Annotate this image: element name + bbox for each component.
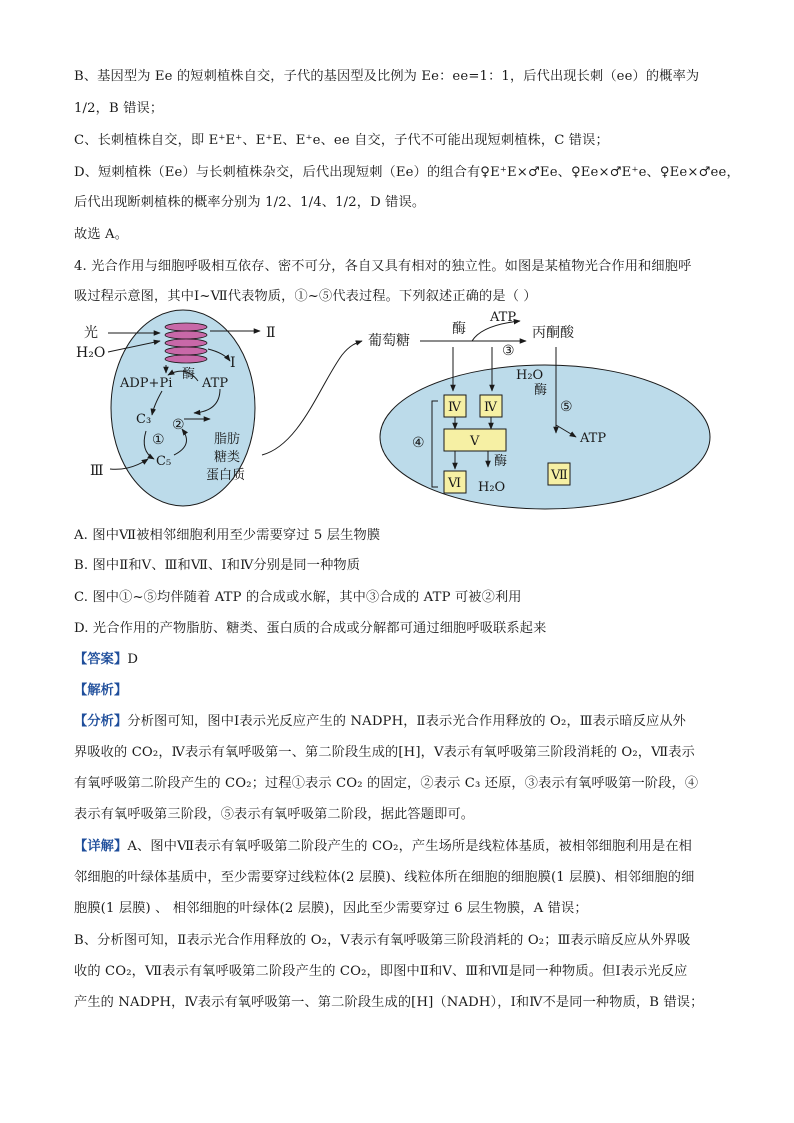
analysis-heading [74,682,127,700]
water-label-3: H₂O [478,480,506,495]
light-label: 光 [84,325,98,341]
option-c: C. 图中①~⑤均伴随着 ATP 的合成或水解，其中③合成的 ATP 可被②利用 [74,590,522,605]
xiangjie-line-1 [74,838,692,856]
protein-label: 蛋白质 [206,468,246,483]
substance-IV-a-label: Ⅳ [448,400,461,415]
enzyme-label-2: 酶 [452,321,466,337]
answer-tag: 【答案】 [74,652,128,667]
fat-label: 脂肪 [214,432,241,447]
line-4: D、短刺植株（Ee）与长刺植株杂交，后代出现短刺（Ee）的组合有♀E⁺E×♂Ee、♀Ee×♂E⁺e、♀Ee×♂ee， [74,165,740,180]
thylakoid-stack [165,323,207,363]
answer-value: D [127,652,139,667]
option-d: D. 光合作用的产物脂肪、糖类、蛋白质的合成或分解都可通过细胞呼吸联系起来 [74,621,547,636]
substance-I-label: Ⅰ [230,355,236,371]
line-3: C、长刺植株自交，即 E⁺E⁺、E⁺E、E⁺e、ee 自交，子代不可能出现短刺植株，C 错误； [74,133,609,148]
atp-label-1: ATP [202,376,229,391]
sugar-label: 糖类 [214,450,241,465]
pyruvate-label: 丙酮酸 [532,325,574,341]
process-1-label: ① [152,432,165,448]
question-4-line-1: 4. 光合作用与细胞呼吸相互依存、密不可分，各自又具有相对的独立性。如图是某植物光合作用和细胞呼 [74,259,692,274]
xiangjie-line-5: 收的 CO₂，Ⅶ表示有氧呼吸第二阶段产生的 CO₂，即图中Ⅱ和Ⅴ、Ⅲ和Ⅶ是同一种物质。但Ⅰ表示光反应 [74,964,688,979]
fenxi-text-1: 分析图可知，图中Ⅰ表示光反应产生的 NADPH，Ⅱ表示光合作用释放的 O₂，Ⅲ表示暗反应从外 [127,714,687,729]
fenxi-line-4: 表示有氧呼吸第三阶段，⑤表示有氧呼吸第二阶段，据此答题即可。 [74,807,475,822]
enzyme-label-1: 酶 [182,367,196,382]
xiangjie-line-6: 产生的 NADPH，Ⅳ表示有氧呼吸第一、第二阶段生成的[H]（NADH），Ⅰ和Ⅳ不是同一种物质，B 错误； [74,995,704,1010]
fenxi-line-3: 有氧呼吸第二阶段产生的 CO₂；过程①表示 CO₂ 的固定，②表示 C₃ 还原，③表示有氧呼吸第一阶段，④ [74,776,699,791]
process-3-label: ③ [502,343,515,359]
answer-line [74,651,138,669]
substance-VI-label: Ⅵ [448,476,462,491]
substance-IV-b-label: Ⅳ [484,400,497,415]
xiangjie-line-2: 邻细胞的叶绿体基质中，至少需要穿过线粒体(2 层膜)、线粒体所在细胞的细胞膜(1 层膜)、相邻细胞的细 [74,870,695,885]
process-5-label: ⑤ [560,399,573,415]
enzyme-label-3: 酶 [534,383,548,398]
question-4-line-2: 吸过程示意图，其中Ⅰ~Ⅶ代表物质，①~⑤代表过程。下列叙述正确的是（ ） [74,289,537,304]
process-4-label: ④ [412,435,425,451]
adp-pi-label: ADP+Pi [120,376,173,391]
atp-label-2: ATP [490,310,517,325]
line-6: 故选 A。 [74,227,129,242]
fenxi-line-2: 界吸收的 CO₂，Ⅳ表示有氧呼吸第一、第二阶段生成的[H]，Ⅴ表示有氧呼吸第三阶段消耗的 O₂，Ⅶ表示 [74,745,695,760]
photosynthesis-respiration-diagram [70,305,750,515]
water-label-2: H₂O [516,368,544,383]
substance-V-label: Ⅴ [470,434,480,449]
analysis-tag: 【解析】 [74,683,128,698]
substance-VII-label: Ⅶ [551,468,568,483]
xiangjie-tag: 【详解】 [74,839,128,854]
line-5: 后代出现断刺植株的概率分别为 1/2、1/4、1/2，D 错误。 [74,195,426,210]
line-2: 1/2，B 错误； [74,101,164,116]
fenxi-line-1 [74,713,686,731]
line-1: B、基因型为 Ee 的短刺植株自交，子代的基因型及比例为 Ee：ee=1：1，后代出现长刺（ee）的概率为 [74,69,700,84]
c5-label: C₅ [156,454,172,469]
atp-label-3: ATP [580,431,607,446]
xiangjie-text-1: A、图中Ⅶ表示有氧呼吸第二阶段产生的 CO₂，产生场所是线粒体基质，被相邻细胞利用是在相 [127,839,693,854]
xiangjie-line-4: B、分析图可知，Ⅱ表示光合作用释放的 O₂，Ⅴ表示有氧呼吸第三阶段消耗的 O₂；Ⅲ表示暗反应从外界吸 [74,933,691,948]
c3-label: C₃ [136,412,152,427]
water-label: H₂O [76,345,106,361]
option-b: B. 图中Ⅱ和Ⅴ、Ⅲ和Ⅶ、Ⅰ和Ⅳ分别是同一种物质 [74,558,361,573]
enzyme-label-4: 酶 [494,454,508,469]
process-2-label: ② [172,417,185,433]
glucose-label: 葡萄糖 [368,333,410,349]
substance-II-label: Ⅱ [266,325,276,341]
fenxi-tag: 【分析】 [74,714,128,729]
option-a: A. 图中Ⅶ被相邻细胞利用至少需要穿过 5 层生物膜 [74,528,381,543]
xiangjie-line-3: 胞膜(1 层膜) 、 相邻细胞的叶绿体(2 层膜)，因此至少需要穿过 6 层生物膜，A 错误； [74,901,588,916]
substance-III-label: Ⅲ [90,463,104,479]
